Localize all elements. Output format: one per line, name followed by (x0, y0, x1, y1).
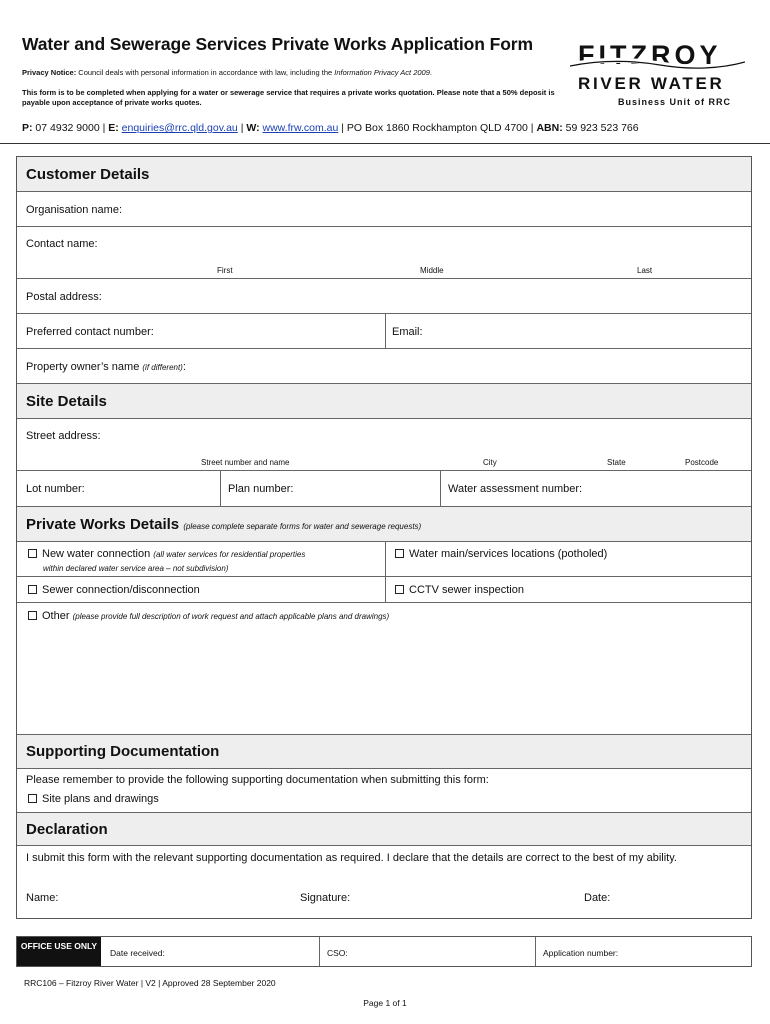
sub-label-first: First (217, 266, 233, 275)
other-checkbox[interactable] (28, 610, 389, 622)
separator: | (341, 122, 344, 134)
new-water-connection-checkbox[interactable] (28, 548, 305, 560)
checkbox[interactable] (28, 585, 37, 594)
owner-note: (if different) (142, 363, 183, 372)
heading-note: (please complete separate forms for water and sewerage requests) (183, 522, 422, 531)
sub-label-state: State (607, 458, 626, 467)
website-link[interactable]: www.frw.com.au (262, 122, 339, 134)
sub-label-street: Street number and name (201, 458, 290, 467)
field-label: Contact name: (26, 238, 98, 250)
works-row-2 (17, 577, 751, 603)
privacy-act: Information Privacy Act 2009 (334, 68, 430, 77)
divider (385, 577, 386, 602)
name-field[interactable]: Name: (26, 892, 59, 904)
section-heading: Supporting Documentation (26, 743, 220, 760)
water-main-locations-checkbox[interactable] (395, 548, 607, 560)
separator: | (530, 122, 534, 134)
private-works-section (17, 507, 751, 542)
cctv-inspection-checkbox[interactable] (395, 584, 524, 596)
divider (385, 314, 386, 348)
checkbox[interactable] (395, 585, 404, 594)
option-note: (please provide full description of work request and attach applicable plans and drawings) (72, 612, 390, 621)
option-label: New water connection (42, 548, 151, 560)
po-box: PO Box 1860 Rockhampton QLD 4700 (346, 122, 528, 134)
option-note: (all water services for residential properties (153, 550, 306, 559)
privacy-label: Privacy Notice: (22, 68, 77, 77)
divider (535, 937, 536, 966)
checkbox[interactable] (28, 549, 37, 558)
field-label: Organisation name: (26, 204, 122, 216)
field-label: Street address: (26, 430, 101, 442)
fitzroy-river-water-logo (570, 40, 750, 112)
header-divider (0, 143, 770, 144)
privacy-text: Council deals with personal information in accordance with law, including the (78, 68, 333, 77)
field-label (26, 361, 186, 373)
customer-details-section (17, 157, 751, 192)
intro-text: This form is to be completed when applying for a water or sewerage service that requires a private works quotation. Please note that a 50% deposit is payable upon acceptance of private works quotes. (22, 88, 555, 107)
lot-plan-row (17, 471, 751, 507)
sewer-connection-checkbox[interactable] (28, 584, 200, 596)
checkbox[interactable] (28, 794, 37, 803)
option-label: Water main/services locations (potholed) (409, 548, 608, 560)
owner-colon: : (182, 361, 186, 373)
organisation-name-field[interactable] (17, 192, 751, 227)
office-use-badge: OFFICE USE ONLY (17, 937, 101, 966)
divider (220, 471, 221, 506)
privacy-notice: Privacy Notice: Council deals with personal information in accordance with law, including the Information Privacy Act 2009. (22, 68, 432, 77)
street-address-field[interactable] (17, 419, 751, 471)
site-details-section (17, 384, 751, 419)
web-label: W: (246, 122, 260, 134)
office-use-bar (16, 936, 752, 967)
separator: | (102, 122, 106, 134)
cso-field[interactable]: CSO: (327, 948, 348, 958)
email-label: E: (108, 122, 119, 134)
option-note: within declared water service area – not subdivision) (43, 564, 229, 573)
sub-label-middle: Middle (420, 266, 444, 275)
option-label: CCTV sewer inspection (409, 584, 524, 596)
logo-line1: FITZROY (578, 40, 722, 70)
supporting-documentation-body (17, 769, 751, 813)
water-assessment-number-field[interactable]: Water assessment number: (448, 483, 583, 495)
heading-text: Private Works Details (26, 516, 180, 533)
phone-number: 07 4932 9000 (35, 122, 100, 134)
section-heading: Customer Details (26, 166, 150, 183)
postal-address-field[interactable] (17, 279, 751, 314)
option-label: Sewer connection/disconnection (42, 584, 200, 596)
section-heading: Declaration (26, 821, 108, 838)
other-works-field[interactable] (17, 603, 751, 735)
declaration-text: I submit this form with the relevant supporting documentation as required. I declare that the details are correct to the best of my ability. (26, 852, 677, 864)
property-owner-field[interactable] (17, 349, 751, 384)
works-row-1 (17, 542, 751, 577)
date-field[interactable]: Date: (584, 892, 611, 904)
logo-wave-icon (570, 56, 745, 72)
phone-label: P: (22, 122, 33, 134)
email-link[interactable]: enquiries@rrc.qld.gov.au (121, 122, 238, 134)
supporting-documentation-section (17, 735, 751, 769)
logo-line2: RIVER WATER (578, 74, 725, 93)
lot-number-field[interactable]: Lot number: (26, 483, 85, 495)
section-heading (26, 516, 421, 533)
divider (440, 471, 441, 506)
page-title: Water and Sewerage Services Private Works Application Form (22, 34, 533, 54)
sub-label-postcode: Postcode (685, 458, 719, 467)
option-label: Other (42, 610, 70, 622)
abn-label: ABN: (536, 122, 563, 134)
declaration-section (17, 813, 751, 846)
separator: | (240, 122, 244, 134)
divider (385, 542, 386, 576)
site-plans-checkbox[interactable] (28, 793, 159, 805)
page-number: Page 1 of 1 (363, 998, 407, 1008)
section-heading: Site Details (26, 393, 107, 410)
sub-label-last: Last (637, 266, 653, 275)
abn-number: 59 923 523 766 (565, 122, 639, 134)
email-field[interactable]: Email: (392, 326, 423, 338)
supporting-text: Please remember to provide the following supporting documentation when submitting this form: (26, 774, 489, 786)
divider (319, 937, 320, 966)
signature-field[interactable]: Signature: (300, 892, 351, 904)
plan-number-field[interactable]: Plan number: (228, 483, 294, 495)
checkbox[interactable] (395, 549, 404, 558)
logo-line3: Business Unit of RRC (618, 97, 732, 107)
contact-row (17, 314, 751, 349)
sub-label-city: City (483, 458, 497, 467)
option-label: Site plans and drawings (42, 793, 159, 805)
contact-name-field[interactable] (17, 227, 751, 279)
owner-label: Property owner’s name (26, 361, 140, 373)
date-received-field[interactable]: Date received: (110, 948, 165, 958)
document-reference: RRC106 – Fitzroy River Water | V2 | Approved 28 September 2020 (24, 978, 276, 988)
field-label: Postal address: (26, 291, 102, 303)
application-number-field[interactable]: Application number: (543, 948, 619, 958)
contact-line (22, 122, 639, 134)
declaration-body (17, 846, 751, 918)
application-form (16, 156, 752, 919)
contact-number-field[interactable]: Preferred contact number: (26, 326, 154, 338)
checkbox[interactable] (28, 611, 37, 620)
